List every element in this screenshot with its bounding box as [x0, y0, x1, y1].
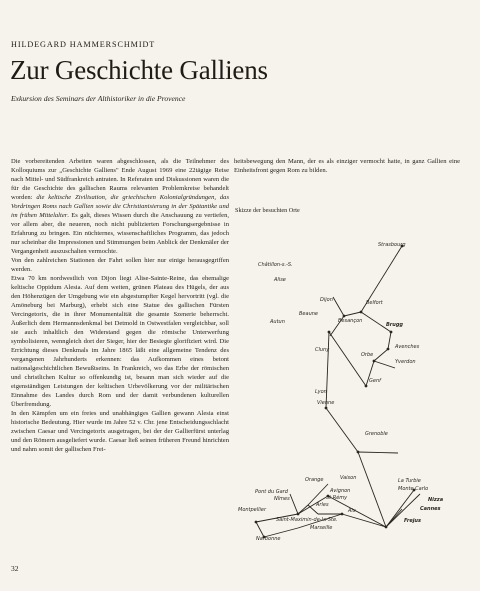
map-label: St Rémy: [326, 495, 348, 501]
map-label: Alise: [274, 277, 286, 283]
map-label: Besançon: [338, 318, 363, 324]
map-label: Avenches: [395, 344, 420, 350]
map-label: Dijon: [320, 297, 333, 303]
map-label: Narbonne: [256, 536, 281, 542]
map-label: Cluny: [315, 347, 330, 353]
paragraph: In den Kämpfen um ein freies und unabhängiges Gallien gewann Alesia einst historische Bedeutung. Hier wurde im Jahre 52 v. Chr. jene Entscheidungsschlacht zwischen Caesar und Vercingetorix ausgetragen, bei der der Gallierfürst unterlag und den Römern ausgeliefert wurde. Caesar ließ seinen früheren Freund hinrichten und nahm somit der gallischen Frei-: [11, 410, 229, 453]
map-label: Nizza: [428, 497, 444, 503]
map-label: Orange: [305, 477, 324, 483]
article-title: Zur Geschichte Galliens: [10, 55, 268, 85]
paragraph: heitsbewegung den Mann, der es als einziger vermocht hatte, in ganz Gallien eine Einheitsfront gegen Rom zu bilden.: [234, 158, 460, 174]
page-number: 32: [11, 564, 19, 573]
map-label: Châtillon-s.-S.: [258, 262, 293, 268]
map-label: Nîmes: [274, 496, 290, 502]
paragraph: Etwa 70 km nordwestlich von Dijon liegt Alise-Sainte-Reine, das ehemalige keltische Oppidum Alesia. Auf dem weiten, grünen Plateau des Hügels, der aus den Höhenzügen der Umgebung wie ein abgestumpfter Kegel hervortritt (vgl. die Amöneburg bei Marburg), erhebt sich eine Statue des gallischen Fürsten Vercingetorix, die in ihrer Monumentalität die gesamte Szenerie beherrscht. Äußerlich dem Hermannsdenkmal bei Detmold in Ostwestfalen vergleichbar, soll sie auch inhaltlich den Widerstand gegen die römische Unterwerfung symbolisieren, wenngleich dort der Sieger, hier der Besiegte glorifiziert wird. Die Errichtung dieses Denkmals im Jahre 1865 läßt eine allgemeine Tendenz des vergangenen Jahrhunderts erkennen: das Aufkommen eines betont nationalgeschichtlichen Bewußtseins. In Frankreich, wo das Erbe der römischen und christlichen Kultur so offenkundig ist, besann man sich wieder auf die eigenständigen Leistungen der keltischen Urbevölkerung vor der militärischen Einnahme des Landes durch Rom und der damit verbundenen kulturellen Überfremdung.: [11, 275, 229, 408]
map-label: Grenoble: [365, 431, 388, 437]
map-label: Beaune: [299, 311, 318, 317]
text-column-right: [234, 157, 460, 175]
map-label: Saint-Maximin-de-la-Ste.: [276, 517, 338, 523]
map-label: Vienne: [317, 400, 335, 406]
map-caption: Skizze der besuchten Orte: [235, 207, 300, 214]
route-map: [238, 222, 460, 552]
map-label: Arles: [316, 502, 329, 508]
map-label: Montpellier: [238, 507, 267, 513]
article-subtitle: Exkursion des Seminars der Althistoriker in die Provence: [11, 94, 186, 103]
paragraph: Die vorbereitenden Arbeiten waren abgeschlossen, als die Teilnehmer des Kolloquiums zur „Geschichte Galliens" Ende August 1969 eine 22tägige Reise nach Mittel- und Südfrankreich antraten. In Referaten und Diskussionen waren die für die Geschichte des gallischen Raums relevanten Problemkreise behandelt worden: die keltische Zivilisation, die griechischen Kolonialgründungen, das Vordringen Roms nach Gallien sowie die Christianisierung in der Spätantike und im frühen Mittelalter. Es galt, dieses Wissen durch die Anschauung zu vertiefen, vor allem aber, die neueren, noch nicht publizierten Forschungsergebnisse in Erfahrung zu bringen. Ein nüchternes, wissenschaftliches Programm, das jedoch nur scheinbar die Impressionen und Stimmungen beim Anblick der Denkmäler der Vergangenheit auszuschalten vermochte.: [11, 158, 229, 255]
map-label: Brugg: [386, 322, 403, 328]
map-label: Vaison: [340, 475, 357, 481]
text-column-left: [11, 157, 229, 454]
map-label: Frejus: [404, 518, 421, 524]
map-label: Orbe: [361, 352, 374, 358]
map-label: Monte Carlo: [398, 486, 429, 492]
map-label: Autun: [270, 319, 285, 325]
map-label: Strasbourg: [378, 242, 406, 248]
map-label: Lyon: [315, 389, 327, 395]
map-label: Cannes: [420, 506, 441, 512]
author-name: HILDEGARD HAMMERSCHMIDT: [11, 40, 156, 49]
map-label: Yverdon: [395, 359, 416, 365]
map-label: Marseille: [310, 525, 333, 531]
map-label: Genf: [369, 378, 381, 384]
map-label: Belfort: [366, 300, 383, 306]
paragraph: Von den zahlreichen Stationen der Fahrt sollen hier nur einige herausgegriffen werden.: [11, 257, 229, 273]
map-label: Pont du Gard: [255, 489, 288, 495]
map-label: Aix: [348, 508, 356, 514]
map-label: La Turbie: [398, 478, 421, 484]
map-label: Avignon: [330, 488, 351, 494]
